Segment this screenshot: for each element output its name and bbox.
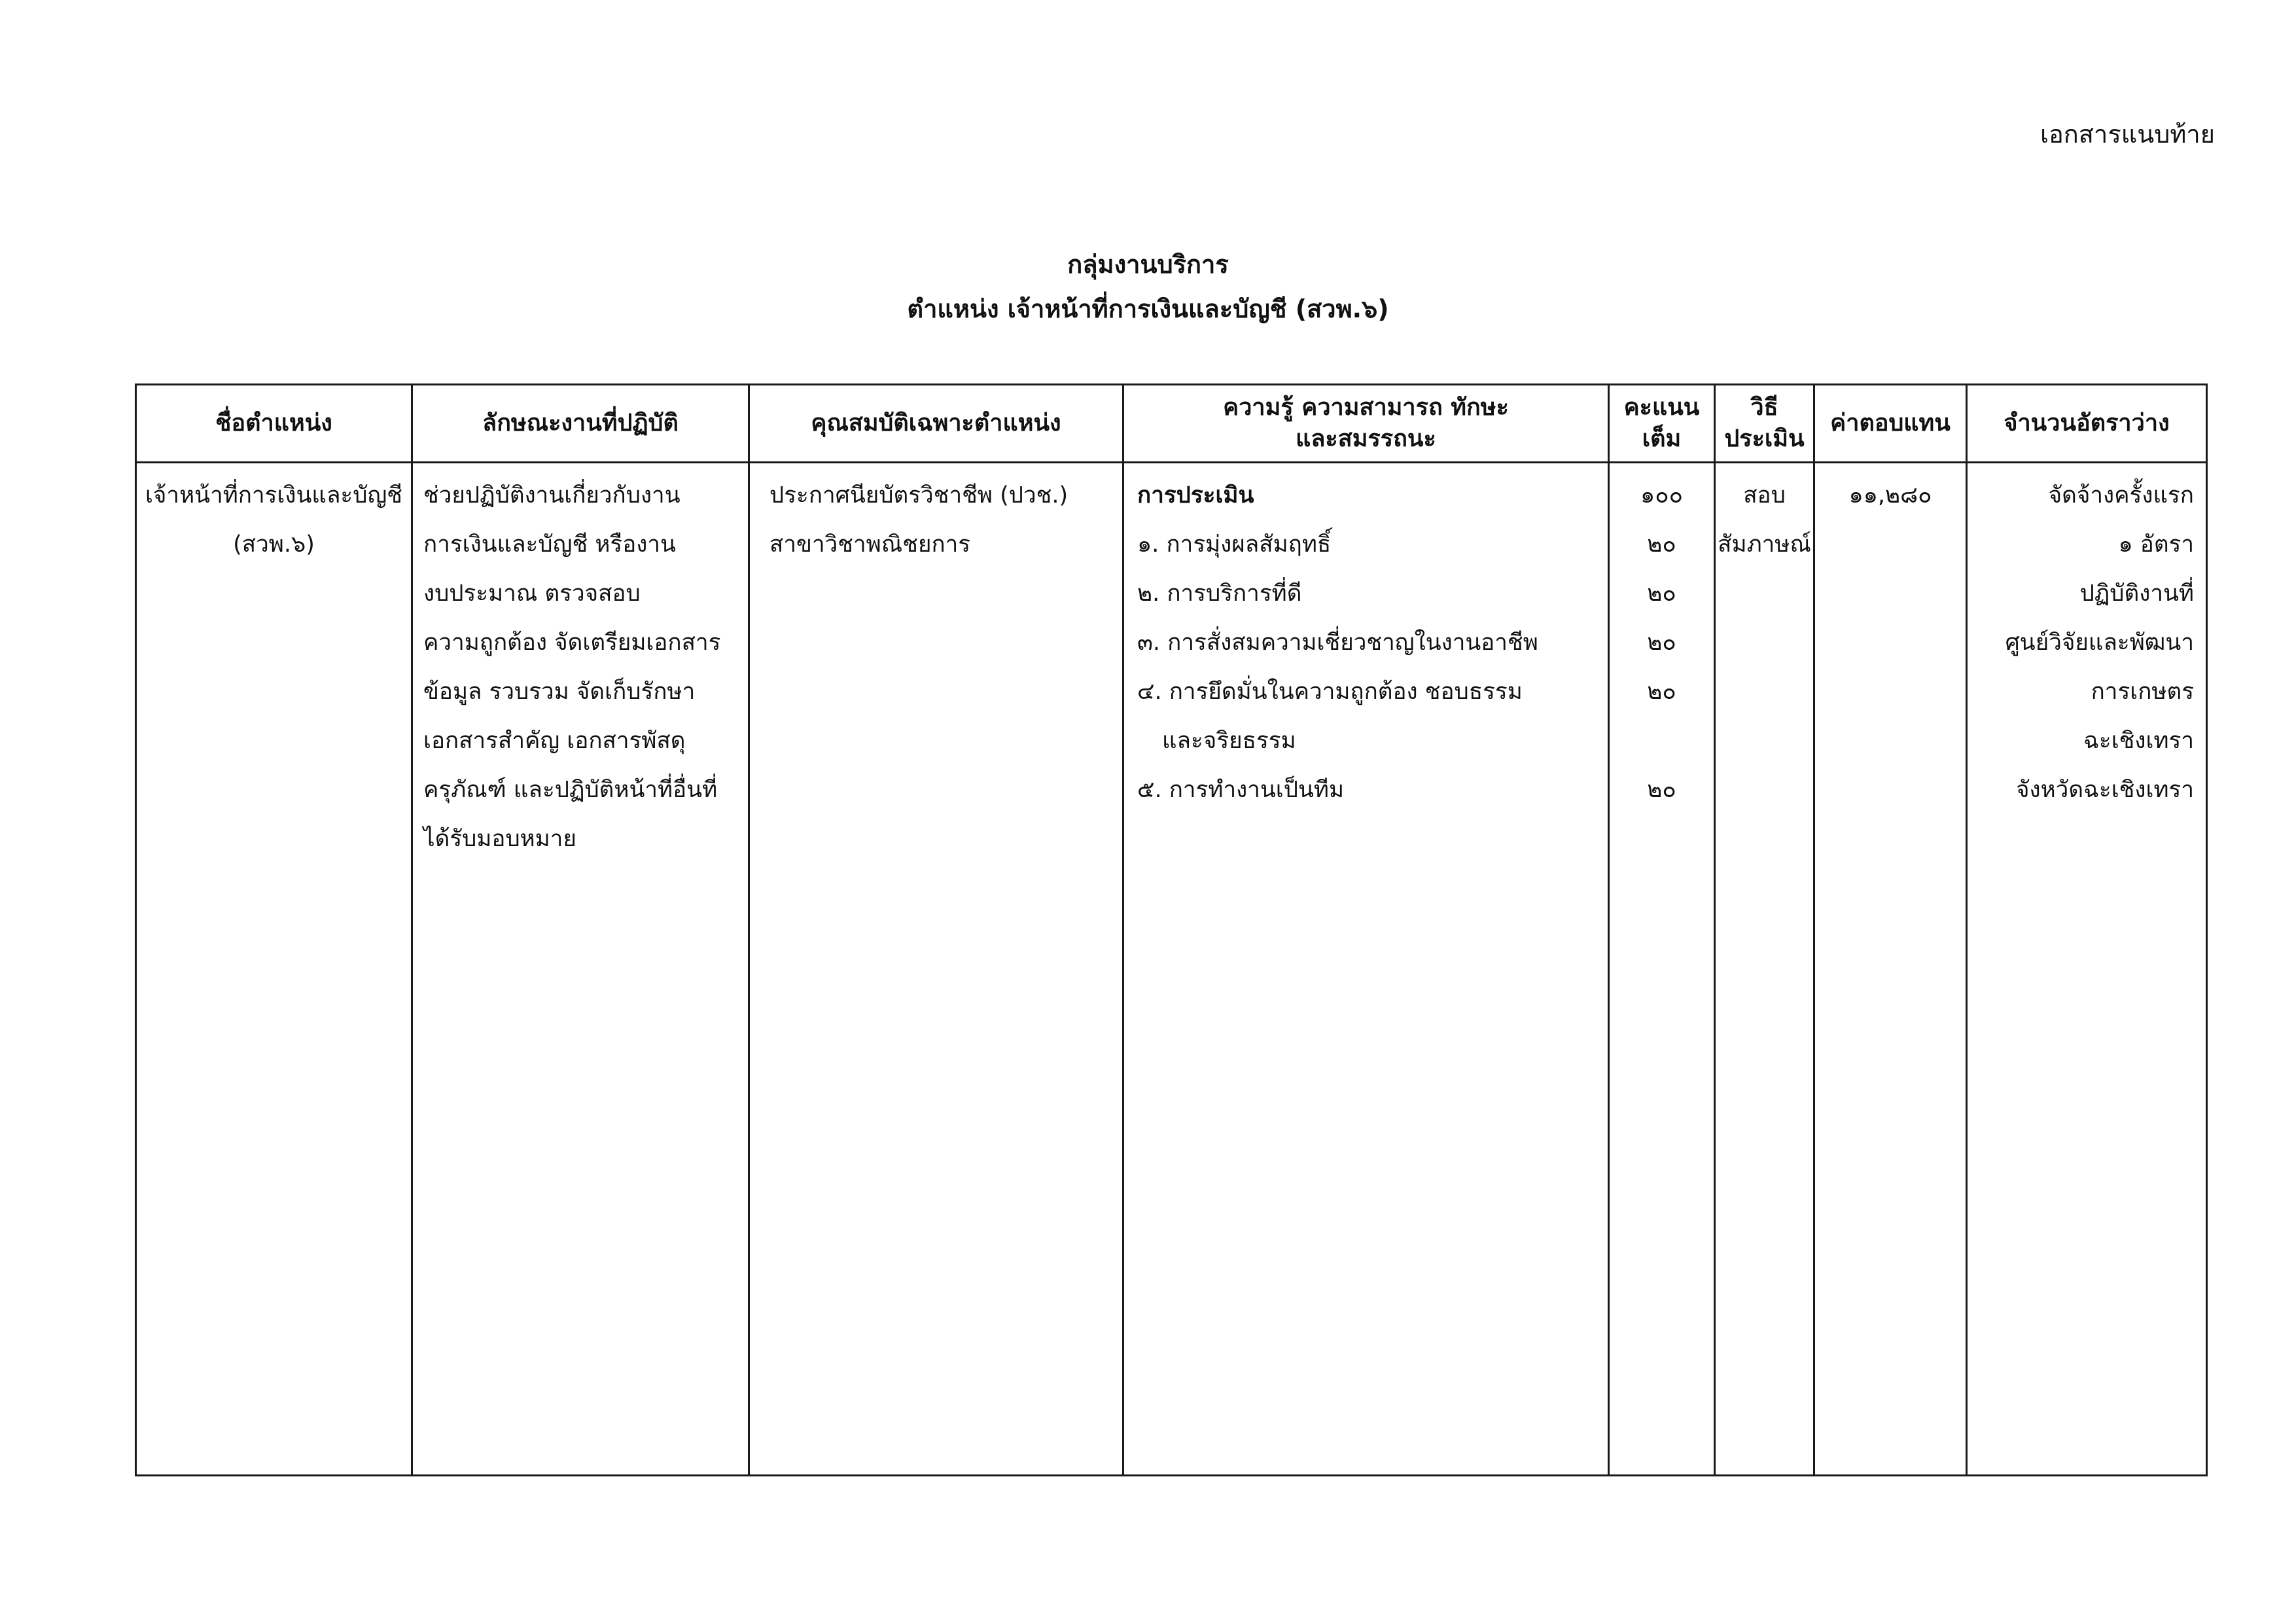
cell-knowledge [1123, 463, 1609, 1476]
table-row [136, 463, 2207, 1476]
assessment-heading: การประเมิน [1137, 482, 1254, 508]
cell-method [1715, 463, 1814, 1476]
duty-line: ความถูกต้อง จัดเตรียมเอกสาร [423, 630, 721, 656]
score-value: ๒๐ [1647, 679, 1676, 705]
header-qualification: คุณสมบัติเฉพาะตำแหน่ง [749, 385, 1123, 463]
qualification-line: สาขาวิชาพณิชยการ [769, 531, 971, 558]
vacancy-line: จังหวัดฉะเชิงเทรา [2016, 777, 2194, 803]
qualification-line: ประกาศนียบัตรวิชาชีพ (ปวช.) [769, 482, 1069, 508]
duty-line: ครุภัณฑ์ และปฏิบัติหน้าที่อื่นที่ [423, 777, 718, 803]
score-value: ๒๐ [1647, 630, 1676, 656]
cell-pay [1814, 463, 1967, 1476]
position-name-line: (สวพ.๖) [233, 531, 315, 558]
cell-position-name [136, 463, 412, 1476]
header-pay: ค่าตอบแทน [1814, 385, 1967, 463]
position-name-line: เจ้าหน้าที่การเงินและบัญชี [145, 482, 403, 508]
header-position-name: ชื่อตำแหน่ง [136, 385, 412, 463]
score-value: ๑๐๐ [1640, 482, 1683, 508]
method-line: สอบ [1743, 482, 1786, 508]
vacancy-line: ปฏิบัติงานที่ [2079, 580, 2194, 607]
annex-label: เอกสารแนบท้าย [2040, 120, 2215, 149]
score-value: ๒๐ [1647, 777, 1676, 803]
header-knowledge-line-2: และสมรรถนะ [1296, 425, 1436, 452]
competency-item: ๑. การมุ่งผลสัมฤทธิ์ [1137, 531, 1332, 558]
duty-line: เอกสารสำคัญ เอกสารพัสดุ [423, 728, 686, 754]
vacancy-line: ๑ อัตรา [2118, 531, 2194, 558]
method-line: สัมภาษณ์ [1718, 531, 1811, 558]
score-value: ๒๐ [1647, 531, 1676, 558]
document-titles [0, 242, 2296, 331]
position-spec-table [135, 383, 2208, 1476]
pay-value: ๑๑,๒๘๐ [1848, 482, 1932, 508]
score-spacer [1610, 717, 1714, 766]
header-duty: ลักษณะงานที่ปฏิบัติ [412, 385, 749, 463]
cell-vacancy [1967, 463, 2207, 1476]
vacancy-line: การเกษตร [2091, 679, 2194, 705]
competency-item: ๕. การทำงานเป็นทีม [1137, 777, 1345, 803]
header-score-line-1: คะแนน [1623, 394, 1700, 421]
header-method [1715, 385, 1814, 463]
competency-item: ๒. การบริการที่ดี [1137, 580, 1302, 607]
score-value: ๒๐ [1647, 580, 1676, 607]
vacancy-line: จัดจ้างครั้งแรก [2048, 482, 2194, 508]
cell-score [1609, 463, 1715, 1476]
header-vacancy: จำนวนอัตราว่าง [1967, 385, 2207, 463]
header-score-line-2: เต็ม [1642, 425, 1682, 452]
cell-qualification [749, 463, 1123, 1476]
header-knowledge [1123, 385, 1609, 463]
position-title: ตำแหน่ง เจ้าหน้าที่การเงินและบัญชี (สวพ.๖) [907, 294, 1389, 323]
duty-line: งบประมาณ ตรวจสอบ [423, 580, 641, 607]
competency-item: ๓. การสั่งสมความเชี่ยวชาญในงานอาชีพ [1137, 630, 1538, 656]
table-header-row [136, 385, 2207, 463]
duty-line: การเงินและบัญชี หรืองาน [423, 531, 676, 558]
header-method-line-2: ประเมิน [1724, 425, 1805, 452]
duty-line: ได้รับมอบหมาย [423, 826, 576, 852]
vacancy-line: ศูนย์วิจัยและพัฒนา [2005, 630, 2194, 656]
duty-line: ช่วยปฏิบัติงานเกี่ยวกับงาน [423, 482, 680, 508]
duty-line: ข้อมูล รวบรวม จัดเก็บรักษา [423, 679, 696, 705]
header-knowledge-line-1: ความรู้ ความสามารถ ทักษะ [1223, 394, 1509, 421]
vacancy-line: ฉะเชิงเทรา [2083, 728, 2194, 754]
cell-duty [412, 463, 749, 1476]
header-method-line-1: วิธี [1750, 394, 1778, 421]
competency-item-continuation: และจริยธรรม [1162, 728, 1296, 754]
competency-item: ๔. การยึดมั่นในความถูกต้อง ชอบธรรม [1137, 679, 1523, 705]
header-score [1609, 385, 1715, 463]
group-title: กลุ่มงานบริการ [1067, 250, 1229, 279]
